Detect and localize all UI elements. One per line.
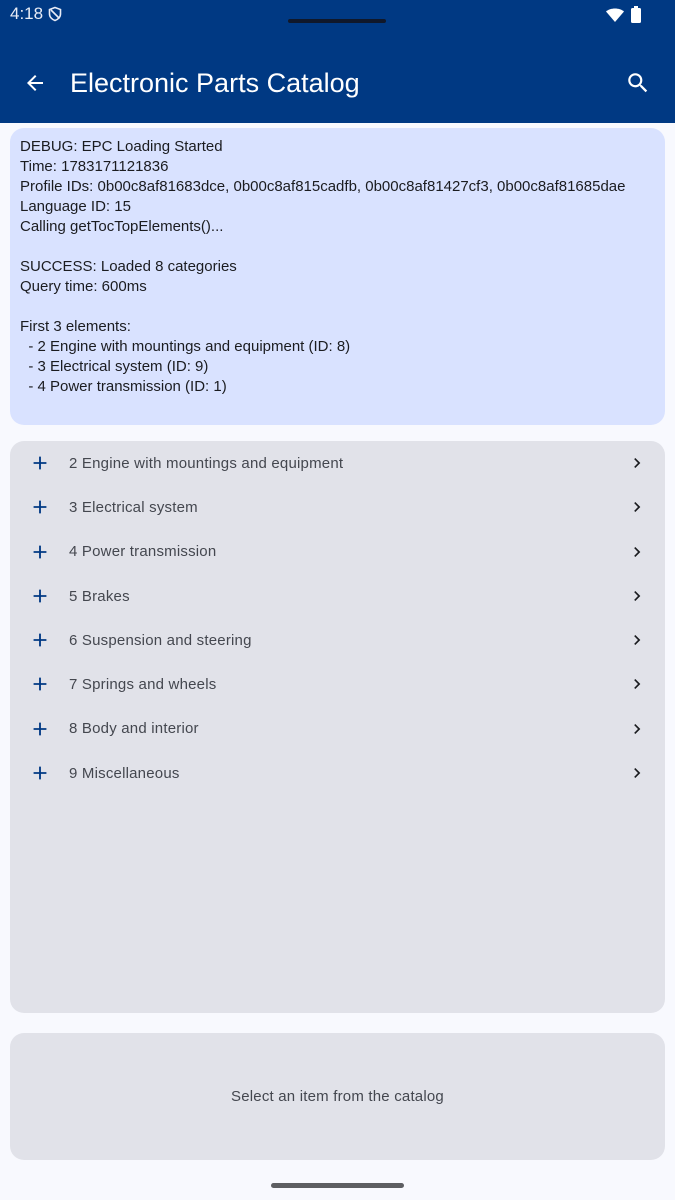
category-label: 2 Engine with mountings and equipment <box>69 454 344 472</box>
debug-line: First 3 elements: <box>20 318 131 335</box>
plus-icon[interactable] <box>29 496 51 518</box>
plus-icon[interactable] <box>29 585 51 607</box>
status-time-text: 4:18 <box>10 4 44 23</box>
category-row-electrical[interactable] <box>10 485 665 529</box>
category-list <box>10 441 665 1013</box>
wifi-icon <box>605 7 625 23</box>
search-button[interactable] <box>621 66 655 100</box>
chevron-right-icon[interactable] <box>627 630 647 650</box>
debug-line: Profile IDs: 0b00c8af81683dce, 0b00c8af815cadfb, 0b00c8af81427cf3, 0b00c8af81685dae <box>20 178 626 195</box>
debug-line: Query time: 600ms <box>20 278 147 295</box>
category-row-miscellaneous[interactable] <box>10 751 665 795</box>
plus-icon[interactable] <box>29 762 51 784</box>
battery-icon <box>631 6 641 23</box>
chevron-right-icon[interactable] <box>627 586 647 606</box>
plus-icon[interactable] <box>29 629 51 651</box>
category-label: 5 Brakes <box>69 587 130 605</box>
category-label: 4 Power transmission <box>69 543 217 561</box>
category-row-body[interactable] <box>10 707 665 751</box>
chevron-right-icon[interactable] <box>627 763 647 783</box>
debug-line: - 4 Power transmission (ID: 1) <box>20 378 227 395</box>
detail-panel <box>10 1033 665 1160</box>
debug-line: SUCCESS: Loaded 8 categories <box>20 258 237 275</box>
debug-log-panel <box>10 128 665 425</box>
chevron-right-icon[interactable] <box>627 542 647 562</box>
category-label: 8 Body and interior <box>69 720 199 738</box>
detail-placeholder: Select an item from the catalog <box>231 1088 444 1105</box>
debug-line: - 2 Engine with mountings and equipment (ID: 8) <box>20 338 351 355</box>
plus-icon[interactable] <box>29 718 51 740</box>
chevron-right-icon[interactable] <box>627 497 647 517</box>
category-row-brakes[interactable] <box>10 574 665 618</box>
category-label: 7 Springs and wheels <box>69 676 217 694</box>
home-indicator[interactable] <box>271 1183 404 1188</box>
back-button[interactable] <box>18 66 52 100</box>
category-row-engine[interactable] <box>10 441 665 485</box>
chevron-right-icon[interactable] <box>627 719 647 739</box>
plus-icon[interactable] <box>29 673 51 695</box>
debug-line: Language ID: 15 <box>20 198 131 215</box>
search-icon <box>625 70 651 96</box>
page-title: Electronic Parts Catalog <box>70 68 360 98</box>
debug-line: Calling getTocTopElements()... <box>20 218 224 235</box>
category-label: 9 Miscellaneous <box>69 764 180 782</box>
debug-line <box>20 297 655 317</box>
plus-icon[interactable] <box>29 452 51 474</box>
category-row-springs[interactable] <box>10 662 665 706</box>
category-row-power-transmission[interactable] <box>10 530 665 574</box>
vpn-shield-icon <box>47 6 63 22</box>
debug-line <box>20 237 655 257</box>
debug-line: - 3 Electrical system (ID: 9) <box>20 358 209 375</box>
category-row-suspension[interactable] <box>10 618 665 662</box>
app-bar <box>0 0 675 123</box>
category-label: 6 Suspension and steering <box>69 631 252 649</box>
chevron-right-icon[interactable] <box>627 674 647 694</box>
camera-notch <box>288 19 386 23</box>
status-bar-time <box>10 4 63 24</box>
category-label: 3 Electrical system <box>69 498 198 516</box>
plus-icon[interactable] <box>29 541 51 563</box>
status-bar-icons <box>605 6 641 23</box>
arrow-back-icon <box>23 71 47 95</box>
debug-line: Time: 1783171121836 <box>20 158 169 175</box>
debug-line: DEBUG: EPC Loading Started <box>20 138 223 155</box>
chevron-right-icon[interactable] <box>627 453 647 473</box>
